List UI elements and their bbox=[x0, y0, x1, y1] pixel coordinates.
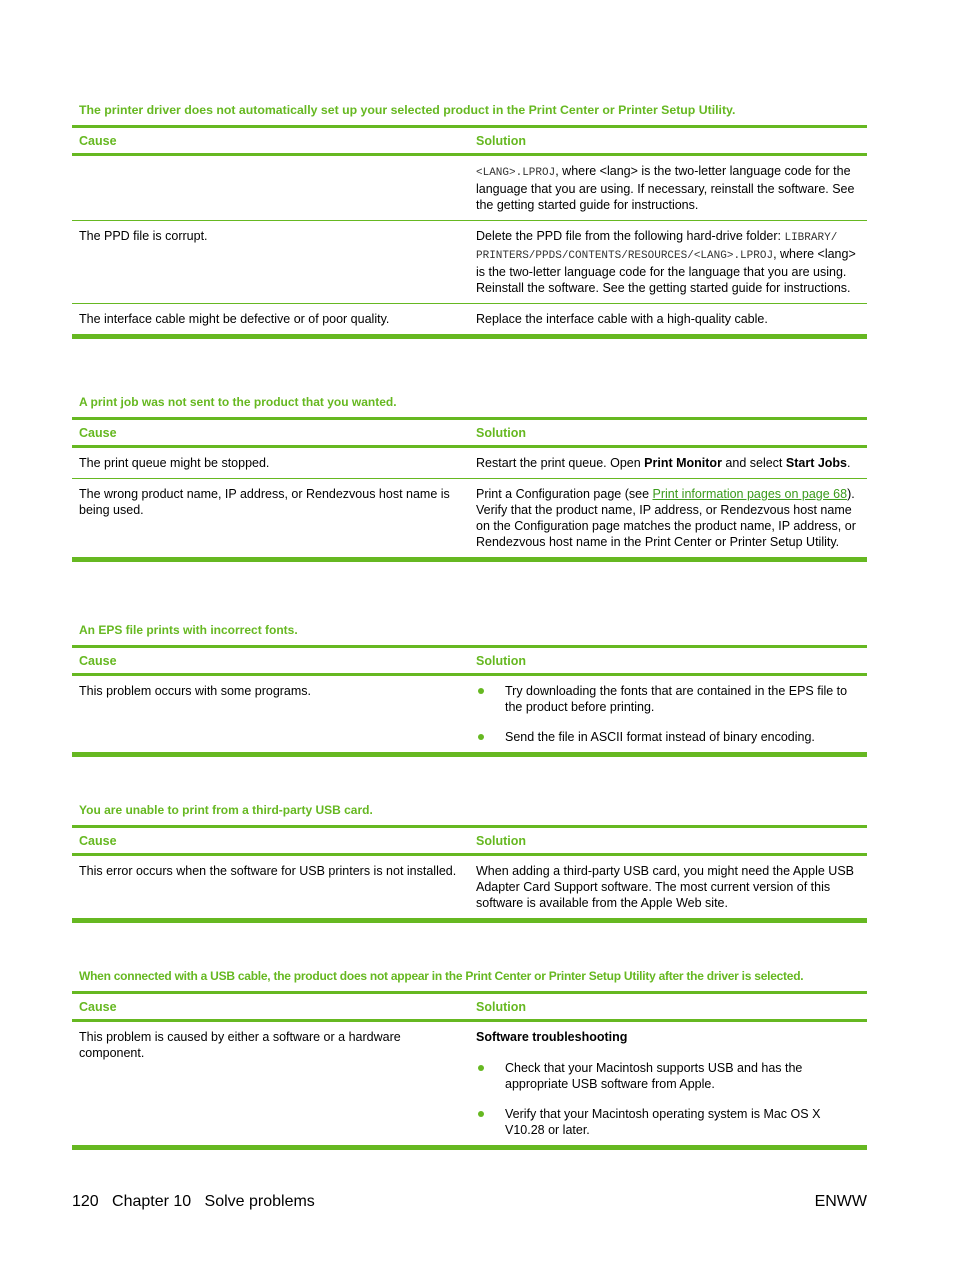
bullet-text: Verify that your Macintosh operating system is Mac OS X V10.28 or later. bbox=[505, 1107, 821, 1137]
solution-cell bbox=[469, 675, 867, 755]
solution-cell bbox=[469, 1021, 867, 1148]
cause-header: Cause bbox=[79, 833, 117, 848]
table-row bbox=[72, 1021, 867, 1148]
troubleshooting-table bbox=[72, 125, 867, 339]
code-path: LIBRARY/ PRINTERS/PPDS/CONTENTS/RESOURCES/<LANG>.LPROJ bbox=[476, 232, 838, 262]
solution-text: . bbox=[847, 456, 851, 470]
table-row bbox=[72, 479, 867, 560]
solution-bullet-list bbox=[476, 683, 861, 745]
cause-cell: This problem is caused by either a software or a hardware component. bbox=[79, 1030, 401, 1060]
table-row bbox=[72, 855, 867, 921]
troubleshooting-table bbox=[72, 991, 867, 1150]
solution-header: Solution bbox=[476, 833, 526, 848]
cause-cell: The print queue might be stopped. bbox=[79, 456, 270, 470]
section-title: An EPS file prints with incorrect fonts. bbox=[79, 623, 298, 637]
cause-cell: The wrong product name, IP address, or Rendezvous host name is being used. bbox=[79, 487, 450, 517]
list-item bbox=[476, 1106, 861, 1138]
cause-header: Cause bbox=[79, 999, 117, 1014]
section-title: You are unable to print from a third-party USB card. bbox=[79, 803, 373, 817]
bullet-icon bbox=[478, 1065, 484, 1071]
bullet-icon bbox=[478, 688, 484, 694]
section-title: When connected with a USB cable, the product does not appear in the Print Center or Printer Setup Utility after the driver is selected. bbox=[79, 969, 804, 983]
code-path: <LANG>.LPROJ bbox=[476, 167, 556, 179]
solution-bullet-list bbox=[476, 1060, 861, 1138]
solution-cell bbox=[469, 479, 867, 560]
section-usb-cable bbox=[72, 969, 867, 1150]
section-usb-card bbox=[72, 803, 867, 923]
cause-cell: The PPD file is corrupt. bbox=[79, 229, 208, 243]
software-troubleshooting-heading: Software troubleshooting bbox=[476, 1030, 628, 1044]
section-title: A print job was not sent to the product that you wanted. bbox=[79, 395, 397, 409]
bullet-text: Check that your Macintosh supports USB and has the appropriate USB software from Apple. bbox=[505, 1061, 803, 1091]
bullet-text: Try downloading the fonts that are contained in the EPS file to the product before printing. bbox=[505, 684, 848, 714]
table-row bbox=[72, 447, 867, 479]
bullet-icon bbox=[478, 734, 484, 740]
bullet-icon bbox=[478, 1111, 484, 1117]
solution-cell bbox=[469, 447, 867, 479]
list-item bbox=[476, 683, 861, 715]
troubleshooting-table bbox=[72, 645, 867, 757]
cause-cell: This error occurs when the software for USB printers is not installed. bbox=[79, 864, 457, 878]
table-row bbox=[72, 155, 867, 221]
section-driver-setup bbox=[72, 103, 867, 339]
solution-header: Solution bbox=[476, 133, 526, 148]
solution-cell: Replace the interface cable with a high-quality cable. bbox=[476, 312, 768, 326]
table-row bbox=[72, 221, 867, 304]
table-row bbox=[72, 304, 867, 337]
list-item bbox=[476, 729, 861, 745]
solution-text: and select bbox=[721, 456, 786, 470]
cause-cell: This problem occurs with some programs. bbox=[79, 684, 312, 698]
solution-text: Print a Configuration page (see bbox=[476, 487, 653, 501]
cause-cell bbox=[72, 155, 469, 221]
troubleshooting-table bbox=[72, 825, 867, 923]
cause-cell: The interface cable might be defective or of poor quality. bbox=[79, 312, 390, 326]
footer-locale: ENWW bbox=[814, 1193, 867, 1210]
troubleshooting-table bbox=[72, 417, 867, 562]
solution-header: Solution bbox=[476, 999, 526, 1014]
solution-cell bbox=[469, 155, 867, 221]
print-info-pages-link[interactable]: Print information pages on page 68 bbox=[652, 487, 848, 501]
solution-text: ). Verify that the product name, IP address, or Rendezvous host name on the Configuration page matches the product name, IP address, or Rendezvous host name in the Print Center or Printer Setup Utility. bbox=[476, 487, 856, 549]
solution-header: Solution bbox=[476, 653, 526, 668]
cause-header: Cause bbox=[79, 133, 117, 148]
start-jobs-label: Start Jobs bbox=[785, 456, 848, 470]
solution-header: Solution bbox=[476, 425, 526, 440]
print-monitor-label: Print Monitor bbox=[644, 456, 722, 470]
solution-text: Delete the PPD file from the following hard-drive folder: bbox=[476, 229, 785, 243]
solution-cell: When adding a third-party USB card, you might need the Apple USB Adapter Card Support software. The most current version of this software is available from the Apple Web site. bbox=[476, 864, 854, 910]
solution-text: , where <lang> is the two-letter language code for the language that you are using. If necessary, reinstall the software. See the getting started guide for instructions. bbox=[476, 164, 855, 212]
bullet-text: Send the file in ASCII format instead of binary encoding. bbox=[505, 730, 815, 744]
cause-header: Cause bbox=[79, 425, 117, 440]
footer-chapter: 120 Chapter 10 Solve problems bbox=[72, 1193, 315, 1210]
solution-cell bbox=[469, 221, 867, 304]
section-title: The printer driver does not automatically set up your selected product in the Print Center or Printer Setup Utility. bbox=[79, 103, 736, 117]
solution-text: Restart the print queue. Open bbox=[476, 456, 645, 470]
section-eps-fonts bbox=[72, 623, 867, 757]
table-row bbox=[72, 675, 867, 755]
cause-header: Cause bbox=[79, 653, 117, 668]
solution-text: , where <lang> is the two-letter language code for the language that you are using. Reinstall the software. See the getting started guide for instructions. bbox=[476, 247, 856, 295]
section-wrong-product bbox=[72, 395, 867, 562]
list-item bbox=[476, 1060, 861, 1092]
